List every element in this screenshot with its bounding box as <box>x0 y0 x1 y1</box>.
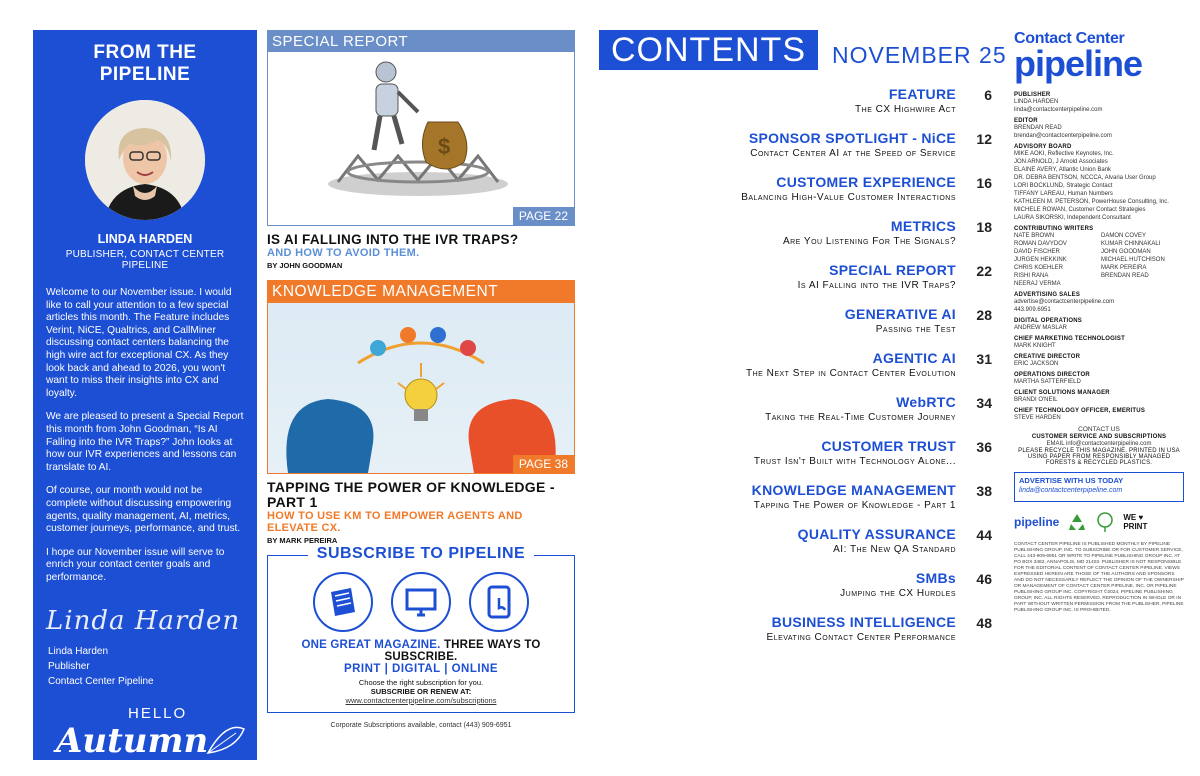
toc-article-title: The CX Highwire Act <box>855 104 956 115</box>
advertise-box[interactable] <box>1014 472 1184 502</box>
writers-list <box>1014 232 1184 288</box>
toc-article-title: Taking the Real-Time Customer Journey <box>765 412 956 423</box>
km-title-line: TAPPING THE POWER OF KNOWLEDGE - <box>267 479 555 495</box>
subscribe-icons <box>268 572 574 632</box>
toc-item[interactable] <box>640 218 996 262</box>
special-report-banner: SPECIAL REPORT <box>268 31 574 52</box>
knowledge-illustration <box>268 303 574 473</box>
writer-name: BRENDAN READ <box>1101 273 1149 279</box>
km-subtitle-line: ELEVATE CX. <box>267 522 341 534</box>
subscribe-tagline <box>268 639 574 663</box>
hello-text: HELLO <box>128 705 188 723</box>
advisory-member: LAURA SIKORSKI, Independent Consultant <box>1014 215 1131 221</box>
masthead-heading: ADVISORY BOARD <box>1014 144 1072 150</box>
toc-item[interactable] <box>640 262 996 306</box>
publisher-name: LINDA HARDEN <box>97 232 193 246</box>
writer-name: MARK PEREIRA <box>1101 265 1147 271</box>
toc-item[interactable] <box>640 306 996 350</box>
masthead <box>1014 30 1184 614</box>
masthead-heading: EDITOR <box>1014 118 1038 124</box>
special-report-title[interactable]: IS AI FALLING INTO THE IVR TRAPS? <box>267 232 519 247</box>
masthead-value: BRENDAN READ <box>1014 125 1062 131</box>
masthead-heading: DIGITAL OPERATIONS <box>1014 318 1082 324</box>
writer-name: NEERAJ VERMA <box>1014 281 1061 287</box>
toc-page-number: 36 <box>976 439 992 455</box>
masthead-heading: OPERATIONS DIRECTOR <box>1014 372 1090 378</box>
toc-item[interactable] <box>640 526 996 570</box>
km-page: PAGE 38 <box>513 455 574 473</box>
toc-page-number: 31 <box>976 351 992 367</box>
advisory-member: ELAINE AVERY, Atlantic Union Bank <box>1014 167 1112 173</box>
toc-article-title: Passing the Test <box>875 324 956 335</box>
recycle-icon <box>1067 512 1087 532</box>
writer-name: CHRIS KOEHLER <box>1014 265 1064 271</box>
toc-item[interactable] <box>640 614 996 658</box>
toc-section: KNOWLEDGE MANAGEMENT <box>751 482 956 498</box>
advisory-member: JON ARNOLD, J Arnold Associates <box>1014 159 1108 165</box>
toc-page-number: 48 <box>976 615 992 631</box>
toc-page-number: 12 <box>976 131 992 147</box>
masthead-value: ERIC JACKSON <box>1014 361 1059 367</box>
toc-page-number: 34 <box>976 395 992 411</box>
contents-header <box>599 30 1007 70</box>
desktop-monitor-icon[interactable] <box>391 572 451 632</box>
toc-section: SPONSOR SPOTLIGHT - NiCE <box>748 130 956 146</box>
toc-page-number: 16 <box>976 175 992 191</box>
toc-section: CUSTOMER EXPERIENCE <box>776 174 956 190</box>
features-column <box>267 30 575 729</box>
signature: Linda Harden <box>46 606 241 637</box>
toc-section: METRICS <box>890 218 956 234</box>
masthead-email: brendan@contactcenterpipeline.com <box>1014 133 1112 139</box>
toc-section: WebRTC <box>896 394 956 410</box>
toc-article-title: Is AI Falling into the IVR Traps? <box>797 280 956 291</box>
toc-page-number: 18 <box>976 219 992 235</box>
masthead-heading: CHIEF MARKETING TECHNOLOGIST <box>1014 336 1125 342</box>
sign-name: Linda Harden <box>48 646 109 658</box>
writer-name <box>1101 280 1184 288</box>
toc-page-number: 44 <box>976 527 992 543</box>
toc-section: SMBs <box>915 570 956 586</box>
pipeline-badge-logo: pipeline <box>1014 515 1060 529</box>
toc-section: FEATURE <box>888 86 956 102</box>
pipeline-logo: pipeline <box>1014 43 1143 84</box>
knowledge-management-card[interactable] <box>267 280 575 474</box>
svg-text:$: $ <box>438 134 451 159</box>
print-magazine-icon[interactable] <box>313 572 373 632</box>
contact-email[interactable]: EMAIL info@contactcenterpipeline.com <box>1046 441 1152 447</box>
masthead-heading: CREATIVE DIRECTOR <box>1014 354 1081 360</box>
badges-row <box>1014 512 1184 532</box>
recycle-note: PLEASE RECYCLE THIS MAGAZINE. PRINTED IN USA USING PAPER FROM RESPONSIBLY MANAGED FORESTS & RECYCLED PLASTICS. <box>1018 448 1180 466</box>
advertise-title: ADVERTISE WITH US TODAY <box>1019 476 1124 485</box>
from-the-pipeline-panel <box>33 30 257 760</box>
advisory-member: DR. DEBRA BENTSON, NCCCA, Alvaria User Group <box>1014 175 1156 181</box>
sign-org: Contact Center Pipeline <box>48 676 154 688</box>
toc-page-number: 22 <box>976 263 992 279</box>
toc-article-title: Elevating Contact Center Performance <box>766 632 956 643</box>
masthead-phone: 443.909.6951 <box>1014 307 1051 313</box>
toc-section: GENERATIVE AI <box>844 306 956 322</box>
tree-icon <box>1095 512 1115 532</box>
advisory-member: MIKE AOKI, Reflective Keynotes, Inc. <box>1014 151 1114 157</box>
toc-item[interactable] <box>640 438 996 482</box>
masthead-value: MARK KNIGHT <box>1014 343 1056 349</box>
writer-name: ROMAN DAVYDOV <box>1014 241 1067 247</box>
km-title[interactable] <box>267 480 575 510</box>
masthead-value: ANDREW MASLAR <box>1014 325 1068 331</box>
subscribe-options: PRINT | DIGITAL | ONLINE <box>343 663 499 675</box>
toc-item[interactable] <box>640 130 996 174</box>
toc-article-title: Contact Center AI at the Speed of Service <box>750 148 956 159</box>
masthead-heading: CONTRIBUTING WRITERS <box>1014 226 1094 232</box>
advisory-member: KATHLEEN M. PETERSON, PowerHouse Consulting, Inc. <box>1014 199 1169 205</box>
writer-name: NATE BROWN <box>1014 233 1055 239</box>
we-love-print: WE ♥ PRINT <box>1123 513 1148 531</box>
advertise-email[interactable]: linda@contactcenterpipeline.com <box>1019 487 1123 494</box>
masthead-heading: ADVERTISING SALES <box>1014 292 1081 298</box>
advisory-list <box>1014 150 1184 222</box>
masthead-heading: PUBLISHER <box>1014 92 1051 98</box>
contact-sub: CUSTOMER SERVICE AND SUBSCRIPTIONS <box>1031 434 1167 440</box>
masthead-email: advertise@contactcenterpipeline.com <box>1014 299 1115 305</box>
leaf-icon <box>206 725 246 755</box>
toc-section: BUSINESS INTELLIGENCE <box>771 614 956 630</box>
masthead-value: MARTHA SATTERFIELD <box>1014 379 1081 385</box>
toc-article-title: Tapping The Power of Knowledge - Part 1 <box>753 500 956 511</box>
legal-notice: CONTACT CENTER PIPELINE IS PUBLISHED MONTHLY BY PIPELINE PUBLISHING GROUP, INC. TO SUBSCRIBE OR FOR CUSTOMER SERVICE, CALL 443-909-6951 OR WRITE TO PIPELINE PUBLISHING GROUP INC. AT PO BOX 3482, ANNAPOLIS, MD 21403. PUBLISHER IS NOT RESPONSIBLE FOR THE EDITORIAL CONTENT OF CONTACT CENTER PIPELINE. VIEWS EXPRESSED HEREIN ARE THOSE OF THE AUTHORS AND SPONSORS AND DO NOT NECESSARILY REFLECT THE OPINION OF THE OWNERSHIP OR MANAGEMENT OF CONTACT CENTER PIPELINE, INC. OR PIPELINE PUBLISHING GROUP INC. COPYRIGHT ©2024, PIPELINE PUBLISHING GROUP, INC. ALL RIGHTS RESERVED. REPRODUCTION IN WHOLE OR IN PART WITHOUT WRITTEN PERMISSION FROM THE PUBLISHER, PIPELINE PUBLISHING GROUP INC. IS PROHIBITED. <box>1014 542 1184 613</box>
special-report-subtitle: AND HOW TO AVOID THEM. <box>267 247 420 259</box>
masthead-email: linda@contactcenterpipeline.com <box>1014 107 1103 113</box>
contact-heading: CONTACT US <box>1078 426 1120 433</box>
toc-item[interactable] <box>640 394 996 438</box>
advisory-member: MICHELE ROWAN, Customer Contact Strategies <box>1014 207 1146 213</box>
writer-name: DAMON COVEY <box>1101 233 1147 239</box>
writer-name: RISHI RANA <box>1014 273 1049 279</box>
toc-section: QUALITY ASSURANCE <box>797 526 956 542</box>
publisher-letter <box>46 287 244 584</box>
signature-block <box>46 644 244 689</box>
corporate-subscriptions: Corporate Subscriptions available, contact (443) 909-6951 <box>330 722 512 729</box>
toc-article-title: Trust Isn't Built with Technology Alone... <box>753 456 956 467</box>
letter-paragraph: Of course, our month would not be complete without discussing empowering agents, quality management, AI, metrics, customer journeys, performance, and trust. <box>46 485 241 535</box>
subscribe-choose: Choose the right subscription for you. <box>358 678 484 687</box>
tablet-touch-icon[interactable] <box>469 572 529 632</box>
toc-item[interactable] <box>640 350 996 394</box>
km-subtitle <box>267 510 575 534</box>
special-report-page: PAGE 22 <box>513 207 574 225</box>
advisory-member: LORI BOCKLUND, Strategic Contact <box>1014 183 1113 189</box>
tagline-b: THREE WAYS TO SUBSCRIBE. <box>384 639 541 663</box>
toc-article-title: AI: The New QA Standard <box>833 544 956 555</box>
masthead-heading: CLIENT SOLUTIONS MANAGER <box>1014 390 1110 396</box>
masthead-value: STEVE HARDEN <box>1014 415 1061 421</box>
panel-heading: FROM THE PIPELINE <box>93 42 197 85</box>
writer-name: DAVID FISCHER <box>1014 249 1060 255</box>
toc-item[interactable] <box>640 570 996 614</box>
subscribe-renew: SUBSCRIBE OR RENEW AT: <box>370 687 472 696</box>
km-byline: BY MARK PEREIRA <box>267 536 338 545</box>
toc-section: SPECIAL REPORT <box>829 262 956 278</box>
toc-article-title: Are You Listening For The Signals? <box>782 236 956 247</box>
toc-page-number: 46 <box>976 571 992 587</box>
toc-page-number: 6 <box>984 87 992 103</box>
toc-section: CUSTOMER TRUST <box>821 438 956 454</box>
writer-name: JOHN GOODMAN <box>1101 249 1151 255</box>
toc-page-number: 38 <box>976 483 992 499</box>
masthead-heading: CHIEF TECHNOLOGY OFFICER, EMERITUS <box>1014 408 1146 414</box>
letter-paragraph: Welcome to our November issue. I would like to call your attention to a few special articles this month. The Feature includes Verint, NiCE, Qualtrics, and CallMiner discussing contact centers balancing the high wire act for exceptional CX. As they look back and ahead to 2026, you won't want to miss their insights into CX and loyalty. <box>46 287 232 399</box>
letter-paragraph: I hope our November issue will serve to enrich your contact center goals and performance. <box>46 546 225 583</box>
toc-item[interactable] <box>640 174 996 218</box>
letter-paragraph: We are pleased to present a Special Report this month from John Goodman, “Is AI Falling into the IVR Traps?” John looks at how our IVR experiences and lessons can translate to AI. <box>46 411 244 473</box>
contents-title: CONTENTS <box>599 30 818 70</box>
publisher-role: PUBLISHER, CONTACT CENTER PIPELINE <box>65 249 225 271</box>
writer-name: JURGEN HEKKINK <box>1014 257 1067 263</box>
logo-top: Contact Center <box>1014 30 1125 47</box>
km-banner: KNOWLEDGE MANAGEMENT <box>268 281 574 303</box>
subscribe-link[interactable]: www.contactcenterpipeline.com/subscriptions <box>345 696 497 705</box>
toc-item[interactable] <box>640 482 996 526</box>
autumn-text: Autumn <box>56 721 209 762</box>
km-title-line: PART 1 <box>267 494 318 510</box>
toc-page-number: 28 <box>976 307 992 323</box>
contact-block <box>1014 426 1184 466</box>
table-of-contents <box>640 86 996 658</box>
km-subtitle-line: HOW TO USE KM TO EMPOWER AGENTS AND <box>267 510 523 522</box>
hello-autumn-graphic <box>46 705 244 765</box>
subscribe-box <box>267 545 575 713</box>
issue-month: NOVEMBER 25 <box>832 41 1007 68</box>
writer-name: KUMAR CHINNAKALI <box>1101 241 1161 247</box>
robot-trap-illustration <box>268 52 574 202</box>
writer-name: MICHAEL HUTCHISON <box>1101 257 1165 263</box>
special-report-card[interactable] <box>267 30 575 226</box>
masthead-value: BRANDI O'NEIL <box>1014 397 1058 403</box>
subscribe-title: SUBSCRIBE TO PIPELINE <box>308 545 534 563</box>
advisory-member: TIFFANY LAREAU, Human Numbers <box>1014 191 1113 197</box>
toc-article-title: The Next Step in Contact Center Evolution <box>746 368 956 379</box>
masthead-value: LINDA HARDEN <box>1014 99 1059 105</box>
toc-item[interactable] <box>640 86 996 130</box>
toc-article-title: Balancing High-Value Customer Interactions <box>741 192 956 203</box>
tagline-a: ONE GREAT MAGAZINE. <box>301 639 441 651</box>
special-report-byline: BY JOHN GOODMAN <box>267 261 343 270</box>
publisher-photo <box>85 100 205 220</box>
toc-article-title: Jumping the CX Hurdles <box>840 588 956 599</box>
toc-section: AGENTIC AI <box>872 350 956 366</box>
sign-title: Publisher <box>48 661 90 673</box>
